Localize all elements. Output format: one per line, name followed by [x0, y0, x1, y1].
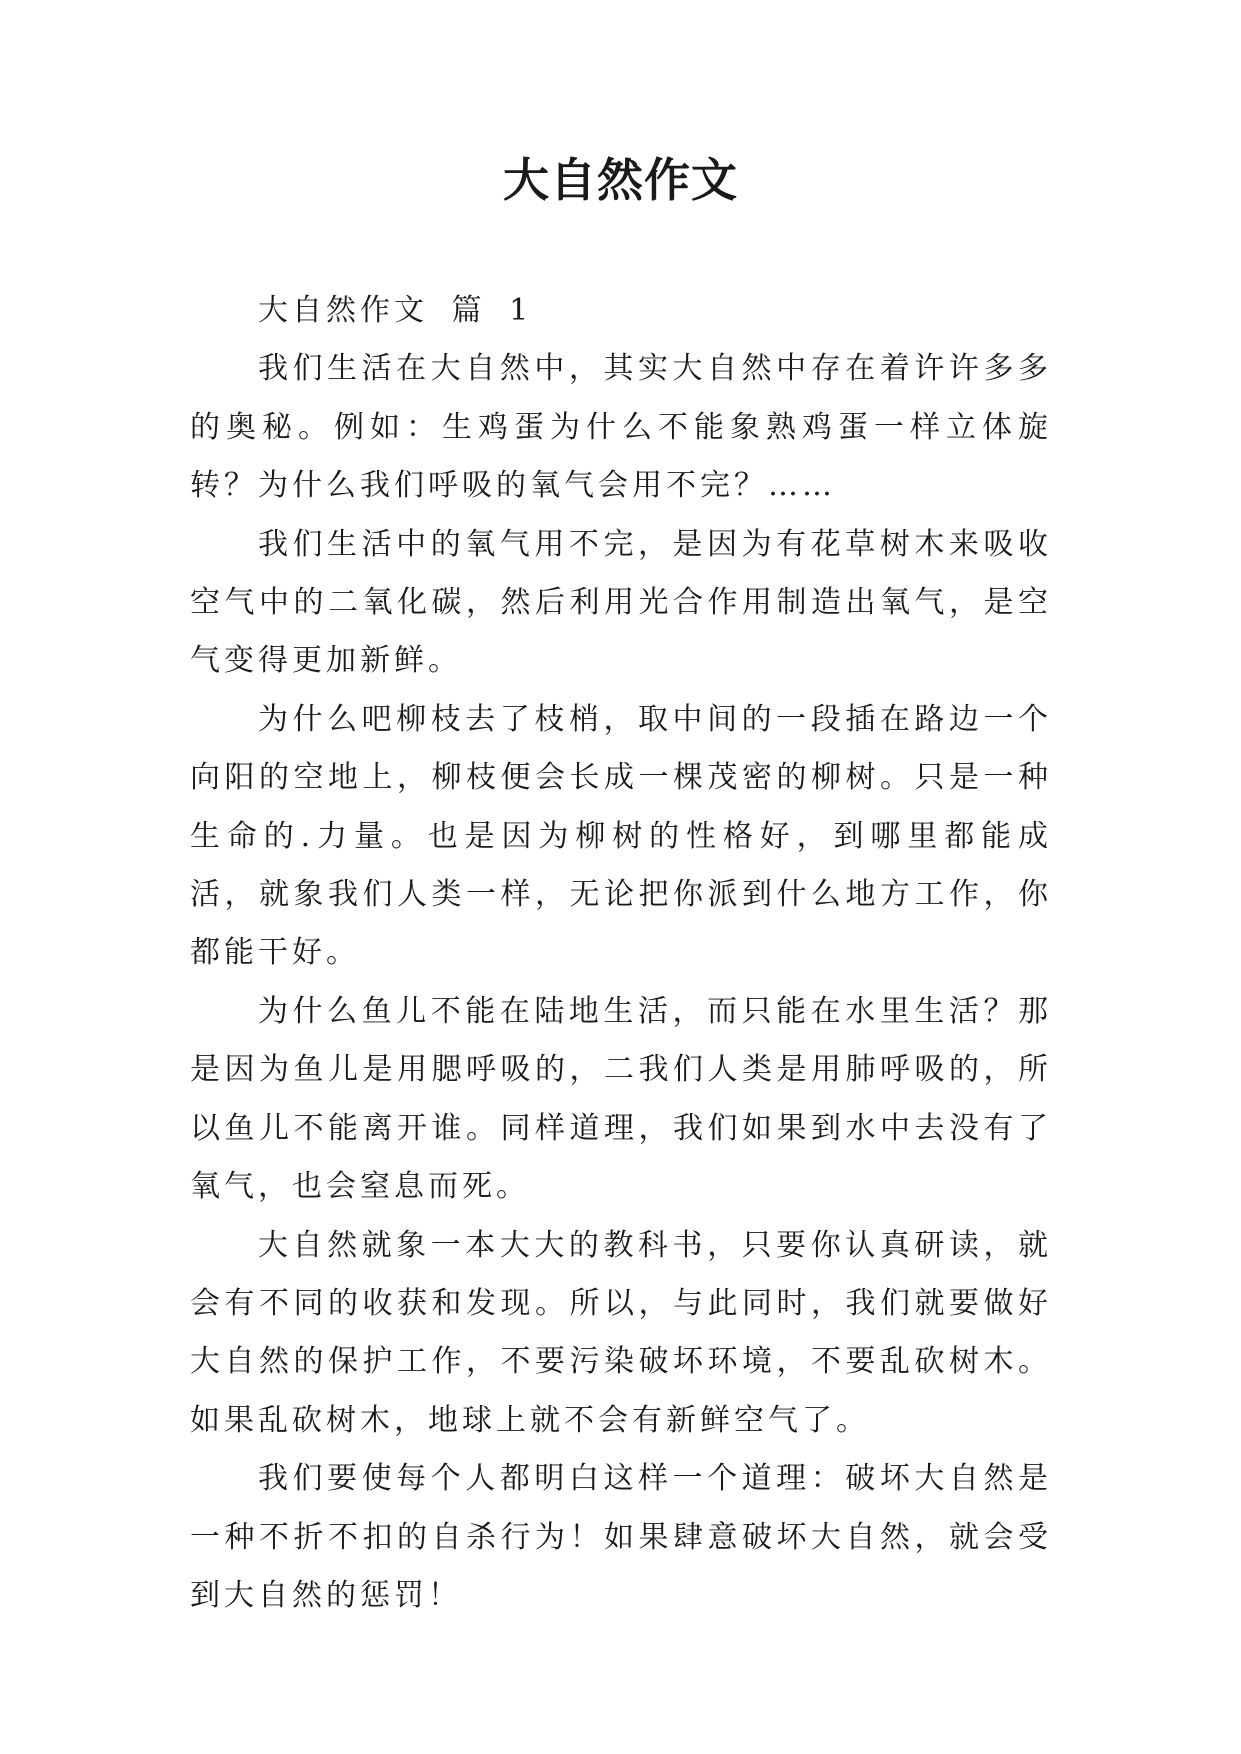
paragraph: 我们生活中的氧气用不完，是因为有花草树木来吸收空气中的二氧化碳，然后利用光合作用制造出氧气，是空气变得更加新鲜。: [190, 526, 1052, 679]
section-heading: 大自然作文 篇 1: [258, 293, 533, 328]
paragraph: 我们生活在大自然中，其实大自然中存在着许许多多的奥秘。例如：生鸡蛋为什么不能象熟鸡蛋一样立体旋转？为什么我们呼吸的氧气会用不完？……: [190, 351, 1052, 504]
paragraph: 为什么吧柳枝去了枝梢，取中间的一段插在路边一个向阳的空地上，柳枝便会长成一棵茂密的柳树。只是一种生命的.力量。也是因为柳树的性格好，到哪里都能成活，就象我们人类一样，无论把你派到什么地方工作，你都能干好。: [190, 701, 1052, 971]
paragraph: 大自然就象一本大大的教科书，只要你认真研读，就会有不同的收获和发现。所以，与此同时，我们就要做好大自然的保护工作，不要污染破坏环境，不要乱砍树木。如果乱砍树木，地球上就不会有新鲜空气了。: [190, 1227, 1052, 1438]
paragraph: 我们要使每个人都明白这样一个道理：破坏大自然是一种不折不扣的自杀行为！如果肆意破坏大自然，就会受到大自然的惩罚！: [190, 1461, 1052, 1613]
paragraph: 为什么鱼儿不能在陆地生活，而只能在水里生活？那是因为鱼儿是用腮呼吸的，二我们人类是用肺呼吸的，所以鱼儿不能离开谁。同样道理，我们如果到水中去没有了氧气，也会窒息而死。: [190, 993, 1052, 1205]
document-body: [190, 282, 1052, 1625]
document-title: 大自然作文: [503, 153, 738, 207]
